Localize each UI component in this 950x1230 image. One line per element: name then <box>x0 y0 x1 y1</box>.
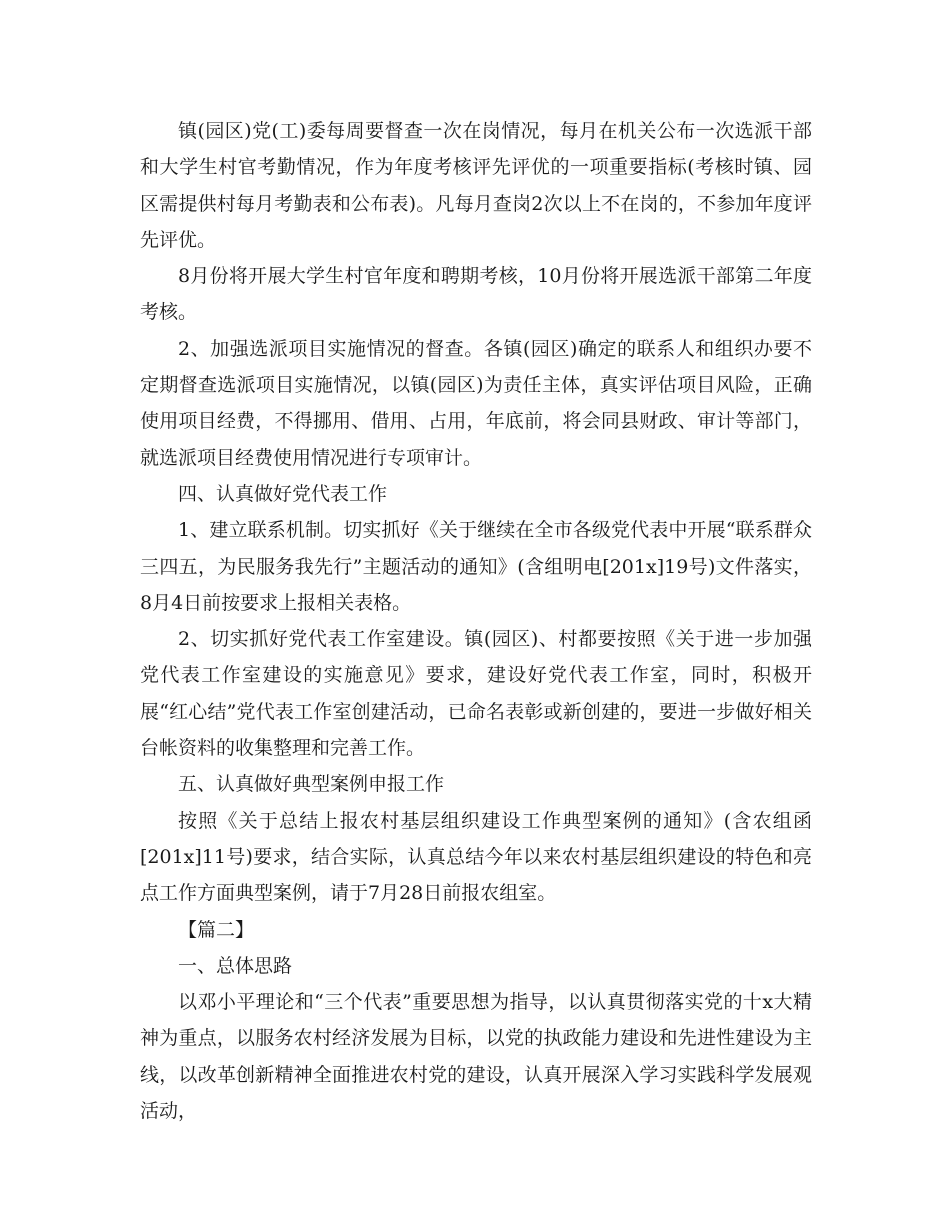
part-heading-part-two: 【篇二】 <box>178 918 255 941</box>
section-heading-typical-cases: 五、认真做好典型案例申报工作 <box>178 773 445 796</box>
paragraph-case-report: 按照《关于总结上报农村基层组织建设工作典型案例的通知》(含农组函[201x]11号)要求，结合实际，认真总结今年以来农村基层组织建设的特色和亮点工作方面典型案例，请于7月28日前报农组室。 <box>140 809 812 905</box>
section-heading-overall-approach: 一、总体思路 <box>178 954 293 977</box>
paragraph-august-assessment: 8月份将开展大学生村官年度和聘期考核，10月份将开展选派干部第二年度考核。 <box>140 265 812 324</box>
paragraph-contact-mechanism: 1、建立联系机制。切实抓好《关于继续在全市各级党代表中开展“联系群众三四五，为民服务我先行”主题活动的通知》(含组明电[201x]19号)文件落实，8月4日前按要求上报相关表格。 <box>140 519 812 614</box>
document-body <box>140 113 812 1129</box>
section-heading-party-representatives: 四、认真做好党代表工作 <box>178 482 388 505</box>
paragraph-project-supervision: 2、加强选派项目实施情况的督查。各镇(园区)确定的联系人和组织办要不定期督查选派项目实施情况，以镇(园区)为责任主体，真实评估项目风险，正确使用项目经费，不得挪用、借用、占用，年底前，将会同县财政、审计等部门，就选派项目经费使用情况进行专项审计。 <box>140 337 812 469</box>
paragraph-studio-construction: 2、切实抓好党代表工作室建设。镇(园区)、村都要按照《关于进一步加强党代表工作室建设的实施意见》要求，建设好党代表工作室，同时，积极开展“红心结”党代表工作室创建活动，已命名表彰或新创建的，要进一步做好相关台帐资料的收集整理和完善工作。 <box>140 628 812 760</box>
paragraph-attendance-check: 镇(园区)党(工)委每周要督查一次在岗情况，每月在机关公布一次选派干部和大学生村官考勤情况，作为年度考核评先评优的一项重要指标(考核时镇、园区需提供村每月考勤表和公布表)。凡每月查岗2次以上不在岗的，不参加年度评先评优。 <box>140 120 812 251</box>
paragraph-guiding-ideology: 以邓小平理论和“三个代表”重要思想为指导，以认真贯彻落实党的十x大精神为重点，以服务农村经济发展为目标，以党的执政能力建设和先进性建设为主线，以改革创新精神全面推进农村党的建设，认真开展深入学习实践科学发展观活动， <box>140 991 812 1123</box>
